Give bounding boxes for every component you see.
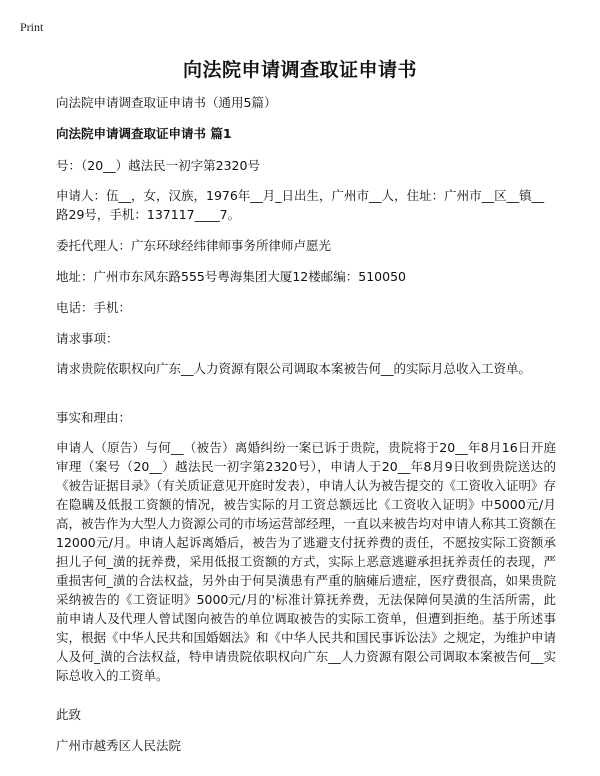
agent-info: 委托代理人：广东环球经纬律师事务所律师卢愿光: [56, 238, 332, 253]
case-number: 号：（20__）越法民一初字第2320号: [56, 158, 260, 173]
applicant-info: 申请人：伍__，女，汉族，1976年__月_日出生，广州市__人，住址：广州市__区__镇__路29号，手机：137117____7。: [56, 188, 545, 222]
document-subtitle: 向法院申请调查取证申请书（通用5篇）: [56, 95, 277, 110]
section-heading: 向法院申请调查取证申请书 篇1: [56, 126, 232, 141]
facts-body: 申请人（原告）与何__（被告）离婚纠纷一案已诉于贵院，贵院将于20__年8月16日开庭审理（案号（20__）越法民一初字第2320号），申请人于20__年8月9日收到贵院送达的《被告证据目录》（有关质证意见开庭时发表），申请人认为被告提交的《工资收入证明》存在隐瞒及低报工资额的情况，被告实际的月工资总额远比《工资收入证明》中5000元/月高，被告作为大型人力资源公司的市场运营部经理，一直以来被告均对申请人称其工资额在12000元/月。申请人起诉离婚后，被告为了逃避支付抚养费的责任，不愿按实际工资额承担儿子何_潢的抚养费，采用低报工资额的方式，实际上恶意逃避承担抚养责任的表现，严重损害何_潢的合法权益，另外由于何昊潢患有严重的脑瘫后遗症，医疗费很高，如果贵院采纳被告的《工资证明》5000元/月的'标准计算抚养费，无法保障何昊潢的生活所需，此前申请人及代理人曾试图向被告的单位调取被告的实际工资单，但遭到拒绝。基于所述事实，根据《中华人民共和国婚姻法》和《中华人民共和国民事诉讼法》之规定，为维护申请人及何_潢的合法权益，特申请贵院依职权向广东__人力资源有限公司调取本案被告何__实际总收入的工资单。: [56, 440, 557, 683]
request-body: 请求贵院依职权向广东__人力资源有限公司调取本案被告何__的实际月总收入工资单。: [56, 361, 532, 376]
page-title: 向法院申请调查取证申请书: [182, 59, 417, 81]
recipient-court: 广州市越秀区人民法院: [56, 738, 182, 753]
request-heading: 请求事项：: [56, 331, 119, 346]
facts-heading: 事实和理由：: [56, 410, 132, 425]
print-link[interactable]: Print: [20, 20, 44, 34]
address-info: 地址：广州市东风东路555号粤海集团大厦12楼邮编：510050: [56, 269, 406, 284]
closing-salutation: 此致: [56, 707, 82, 722]
phone-info: 电话：手机：: [56, 300, 132, 315]
